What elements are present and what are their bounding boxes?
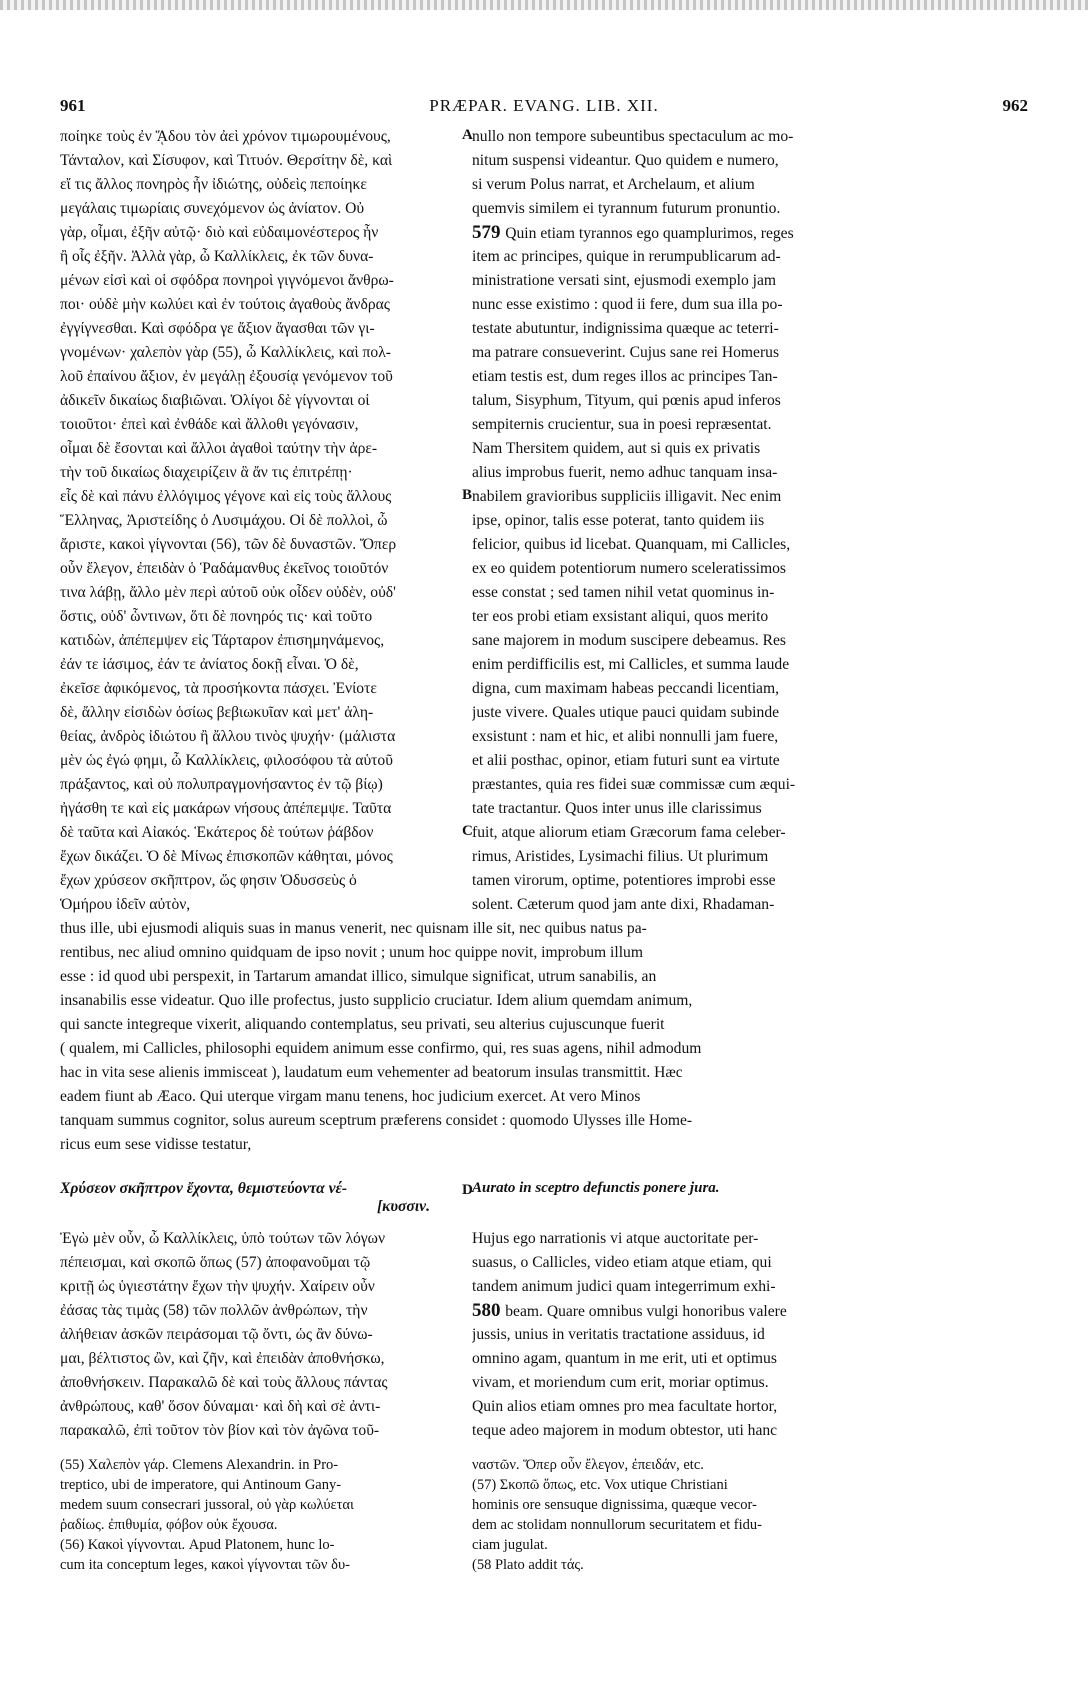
footnote-line: treptico, ubi de imperatore, qui Antinoum Gany- [60,1477,342,1493]
latin-line: tandem animum judici quam integerrimum exhi- [472,1278,776,1295]
greek-line: γνομένων· χαλεπὸν γὰρ (55), ὦ Καλλίκλεις, καὶ πολ- [60,344,391,361]
greek-line: ποίηκε τοὺς ἐν ᾍδου τὸν ἀεὶ χρόνον τιμωρουμένους, [60,128,391,145]
latin-line: tamen virorum, optime, potentiores improbi esse [472,872,776,889]
latin-line: nabilem gravioribus suppliciis illigavit. Nec enim [472,488,782,505]
latin-column-top [472,125,890,917]
greek-line: κριτῇ ὡς ὑγιεστάτην ἔχων τὴν ψυχήν. Χαίρειν οὖν [60,1278,375,1295]
latin-line: qui sancte integreque vixerit, aliquando contemplatus, seu privati, seu alterius cujuscunque fuerit [60,1016,665,1033]
footnote-line: ῥαδίως. ἐπιθυμία, φόβον οὐκ ἔχουσα. [60,1517,278,1533]
latin-line: Hujus ego narrationis vi atque auctoritate per- [472,1230,759,1247]
greek-line: ὅστις, οὐδ' ὧντινων, ὅτι δὲ πονηρός τις· καὶ τοῦτο [60,608,373,625]
latin-line [472,1299,890,1323]
latin-line: esse : id quod ubi perspexit, in Tartarum amandat illico, simulque significat, utrum sanabilis, an [60,968,657,985]
latin-line: exsistunt : nam et hic, et alibi nonnulli jam fuere, [472,728,779,745]
latin-line: præstantes, quia res fidei suæ commissæ cum æqui- [472,776,796,793]
verse-latin: Aurato in sceptro defunctis ponere jura. [472,1180,720,1196]
latin-line: tate tractantur. Quos inter unus ille clarissimus [472,800,762,817]
greek-line: ἠγάσθη τε καὶ εἰς μακάρων νήσους ἀπέπεμψε. Ταῦτα [60,800,392,817]
latin-line: etiam testis est, dum reges illos ac principes Tan- [472,368,778,385]
latin-line: suasus, o Callicles, video etiam atque etiam, qui [472,1254,772,1271]
latin-line: si verum Polus narrat, et Archelaum, et alium [472,176,755,193]
latin-line: vivam, et moriendum cum erit, moriar optimus. [472,1374,769,1391]
greek-line: τὴν τοῦ δικαίως διαχειρίζειν ἃ ἄν τις ἐπιτρέπῃ· [60,464,353,481]
greek-line: τινα λάβῃ, ἄλλο μὲν περὶ αὐτοῦ οὐκ οἶδεν οὐδὲν, οὐδ' [60,584,396,601]
margin-marker-a: A [462,127,473,143]
greek-line: ἀνθρώπους, καθ' ὅσον δύναμαι· καὶ δὴ καὶ σὲ ἀντι- [60,1398,381,1415]
latin-line: ma patrare consueverint. Cujus sane rei Homerus [472,344,780,361]
greek-line: ἢ οἷς ἐξῆν. Ἀλλὰ γὰρ, ὦ Καλλίκλεις, ἐκ τῶν δυνα- [60,248,374,265]
section-number: 580 [472,1300,506,1321]
footnote-line: hominis ore sensuque dignissima, quæque vecor- [472,1497,757,1513]
latin-line: ( qualem, mi Callicles, philosophi equidem animum esse confirmo, qui, res suas agens, nihil admodum [60,1040,702,1057]
latin-full-width [60,917,890,1157]
latin-line: omnino agam, quantum in me erit, uti et optimus [472,1350,777,1367]
greek-column-top [60,125,460,917]
footnote-line: ciam jugulat. [472,1537,548,1553]
greek-line: τοιοῦτοι· ἐπεὶ καὶ ἐνθάδε καὶ ἄλλοθι γεγόνασιν, [60,416,359,433]
latin-line: ter eos probi etiam exsistant aliqui, quos merito [472,608,769,625]
greek-line: μαι, βέλτιστος ὢν, καὶ ζῆν, καὶ ἐπειδὰν ἀποθνήσκω, [60,1350,385,1367]
latin-line: ex eo quidem potentiorum numero sceleratissimos [472,560,786,577]
latin-line: thus ille, ubi ejusmodi aliquis suas in manus venerit, nec quisnam ille sit, nec quibus natus pa- [60,920,647,937]
greek-line: ἐγγίγνεσθαι. Καὶ σφόδρα γε ἄξιον ἄγασθαι τῶν γι- [60,320,375,337]
greek-line: πράξαντος, καὶ οὐ πολυπραγμονήσαντος ἐν τῷ βίῳ) [60,776,383,793]
margin-marker-c: C [462,823,473,839]
latin-line: sempiternis crucientur, sua in poesi repræsentat. [472,416,772,433]
greek-line: ποι· οὐδὲ μὴν κωλύει καὶ ἐν τούτοις ἀγαθοὺς ἄνδρας [60,296,390,313]
greek-line: ἄριστε, κακοὶ γίγνονται (56), τῶν δὲ δυναστῶν. Ὅπερ [60,536,397,553]
footnotes-right [472,1455,890,1575]
latin-line: tanquam summus cognitor, solus aureum sceptrum præferens considet : quomodo Ulysses ille Home- [60,1112,693,1129]
latin-line: Nam Thersitem quidem, aut si quis ex privatis [472,440,761,457]
greek-line: ἐάσας τὰς τιμὰς (58) τῶν πολλῶν ἀνθρώπων, τὴν [60,1302,368,1319]
greek-line: δὲ, ἄλλην εἰσιδὼν ὁσίως βεβιωκυῖαν καὶ μετ' ἀλη- [60,704,374,721]
greek-line: Ἕλληνας, Ἀριστείδης ὁ Λυσιμάχου. Οἱ δὲ πολλοὶ, ὦ [60,512,388,529]
latin-line: alius improbus fuerit, nemo adhuc tanquam insa- [472,464,778,481]
latin-line: ipse, opinor, talis esse poterat, tanto quidem iis [472,512,765,529]
latin-line: fuit, atque aliorum etiam Græcorum fama celeber- [472,824,786,841]
latin-line: testate abutuntur, indignissima quæque ac teterri- [472,320,779,337]
latin-line: ministratione versati sint, ejusmodi exemplo jam [472,272,777,289]
greek-line: παρακαλῶ, ἐπὶ τοῦτον τὸν βίον καὶ τὸν ἀγῶνα τοῦ- [60,1422,380,1439]
greek-line: Τάνταλον, καὶ Σίσυφον, καὶ Τιτυόν. Θερσίτην δὲ, καὶ [60,152,393,169]
latin-line: et alii posthac, opinor, etiam futuri sunt ea virtute [472,752,780,769]
latin-line: hac in vita sese alienis immisceat ), laudatum eum vehementer ad beatorum insulas transmittit. Hæc [60,1064,683,1081]
page-number-left: 961 [60,96,86,115]
greek-line: πέπεισμαι, καὶ σκοπῶ ὅπως (57) ἀποφανοῦμαι τῷ [60,1254,371,1271]
latin-line: quemvis similem ei tyrannum futurum pronuntio. [472,200,781,217]
greek-line: δὲ ταῦτα καὶ Αἰακός. Ἑκάτερος δὲ τούτων ῥάβδον [60,824,374,841]
greek-line: ἀποθνήσκειν. Παρακαλῶ δὲ καὶ τοὺς ἄλλους πάντας [60,1374,388,1391]
line-text: beam. Quare omnibus vulgi honoribus valere [505,1303,787,1320]
footnote-line: dem ac stolidam nonnullorum securitatem et fidu- [472,1517,762,1533]
latin-line: nullo non tempore subeuntibus spectaculum ac mo- [472,128,794,145]
greek-line: ἀδικεῖν δικαίως διαβιῶναι. Ὀλίγοι δὲ γίγνονται οἱ [60,392,370,409]
running-header [60,96,1028,120]
margin-marker-b: B [462,487,473,503]
greek-line: οἶμαι δὲ ἔσονται καὶ ἄλλοι ἀγαθοὶ ταύτην τὴν ἀρε- [60,440,378,457]
latin-line: Quin alios etiam omnes pro mea facultate hortor, [472,1398,778,1415]
greek-line: εἴ τις ἄλλος πονηρὸς ἦν ἰδιώτης, οὐδεὶς πεποίηκε [60,176,367,193]
latin-line [472,221,890,245]
section-number: 579 [472,222,506,243]
latin-line: nunc esse existimo : quod ii fere, dum sua illa po- [472,296,783,313]
running-title: PRÆPAR. EVANG. LIB. XII. [429,96,659,115]
footnote-line: (55) Χαλεπὸν γάρ. Clemens Alexandrin. in Pro- [60,1457,339,1473]
footnote-line: (57) Σκοπῶ ὅπως, etc. Vox utique Christiani [472,1477,728,1493]
latin-line: nitum suspensi videantur. Quo quidem e numero, [472,152,779,169]
footnote-line: (58 Plato addit τάς. [472,1557,584,1573]
greek-line: οὖν ἔλεγον, ἐπειδὰν ὁ Ῥαδάμανθυς ἐκεῖνος τοιοῦτόν [60,560,389,577]
scan-edge [0,0,1088,10]
verse-greek-line: Χρύσεον σκῆπτρον ἔχοντα, θεμιστεύοντα νέ- [60,1180,348,1197]
margin-marker-d: D [462,1182,473,1198]
greek-line: μεγάλαις τιμωρίαις συνεχόμενον ὡς ἀνίατον. Οὐ [60,200,365,217]
greek-line: μένων εἰσὶ καὶ οἱ σφόδρα πονηροὶ γιγνόμενοι ἄνθρω- [60,272,394,289]
latin-line: insanabilis esse videatur. Quo ille profectus, justo supplicio cruciatur. Idem alium quemdam animum, [60,992,693,1009]
greek-line: ἐάν τε ἰάσιμος, ἐάν τε ἀνίατος δοκῇ εἶναι. Ὁ δὲ, [60,656,359,673]
latin-column-bottom [472,1227,890,1443]
latin-line: enim perdifficilis est, mi Callicles, et summa laude [472,656,790,673]
greek-line: ἔχων χρύσεον σκῆπτρον, ὥς φησιν Ὀδυσσεὺς ὁ [60,872,357,889]
latin-line: digna, cum maximam habeas peccandi licentiam, [472,680,779,697]
greek-line: Ὁμήρου ἰδεῖν αὐτὸν, [60,896,191,913]
latin-line: item ac principes, quique in rerumpublicarum ad- [472,248,781,265]
latin-line: solent. Cæterum quod jam ante dixi, Rhadaman- [472,896,775,913]
footnote-line: cum ita conceptum leges, κακοὶ γίγνονται τῶν δυ- [60,1557,350,1573]
greek-column-bottom [60,1227,460,1443]
greek-line: εἷς δὲ καὶ πάνυ ἐλλόγιμος γέγονε καὶ εἰς τοὺς ἄλλους [60,488,392,505]
greek-line: Ἐγὼ μὲν οὖν, ὦ Καλλίκλεις, ὑπὸ τούτων τῶν λόγων [60,1230,386,1247]
greek-line: ἔχων δικάζει. Ὁ δὲ Μίνως ἐπισκοπῶν κάθηται, μόνος [60,848,393,865]
latin-line: teque adeo majorem in modum obtestor, uti hanc [472,1422,778,1439]
latin-line: rentibus, nec aliud omnino quidquam de ipso novit ; unum hoc quippe novit, improbum illum [60,944,643,961]
latin-line: ricus eum sese vidisse testatur, [60,1136,252,1153]
latin-line: felicior, quibus id licebat. Quanquam, mi Callicles, [472,536,791,553]
latin-line: talum, Sisyphum, Tityum, qui pœnis apud inferos [472,392,781,409]
latin-line: jussis, unius in veritatis tractatione assiduus, id [472,1326,765,1343]
line-text: Quin etiam tyrannos ego quamplurimos, reges [505,225,794,242]
footnote-line: medem suum consecrari jussoral, οὐ γὰρ κωλύεται [60,1497,354,1513]
page-number-right: 962 [1002,96,1028,115]
greek-line: ἐκεῖσε ἀφικόμενος, τὰ προσήκοντα πάσχει. Ἐνίοτε [60,680,377,697]
latin-line: eadem fiunt ab Æaco. Qui uterque virgam manu tenens, hoc judicium exercet. At vero Minos [60,1088,641,1105]
greek-line: μὲν ὡς ἐγώ φημι, ὦ Καλλίκλεις, φιλοσόφου τὰ αὑτοῦ [60,752,393,769]
footnote-line: ναστῶν. Ὅπερ οὖν ἔλεγον, ἐπειδάν, etc. [472,1457,704,1473]
verse-greek [60,1180,460,1216]
verse-greek-continuation: [κυσσιν. [376,1198,430,1215]
footnotes-left [60,1455,460,1575]
latin-line: esse constat ; sed tamen nihil vetat quominus in- [472,584,775,601]
footnote-line: (56) Κακοὶ γίγνονται. Apud Platonem, hunc lo- [60,1537,335,1553]
latin-line: rimus, Aristides, Lysimachi filius. Ut plurimum [472,848,769,865]
greek-line: γὰρ, οἶμαι, ἐξῆν αὐτῷ· διὸ καὶ εὐδαιμονέστερος ἦν [60,224,379,241]
latin-line: juste vivere. Quales utique pauci quidam subinde [472,704,780,721]
greek-line: λοῦ ἐπαίνου ἄξιον, ἐν μεγάλῃ ἐξουσίᾳ γενόμενον τοῦ [60,368,393,385]
latin-line: sane majorem in modum suscipere debeamus. Res [472,632,786,649]
greek-line: ἀλήθειαν ἀσκῶν πειράσομαι τῷ ὄντι, ὡς ἂν δύνω- [60,1326,373,1343]
greek-line: θείας, ἀνδρὸς ἰδιώτου ἢ ἄλλου τινὸς ψυχήν· (μάλιστα [60,728,396,745]
greek-line: κατιδὼν, ἀπέπεμψεν εἰς Τάρταρον ἐπισημηνάμενος, [60,632,385,649]
